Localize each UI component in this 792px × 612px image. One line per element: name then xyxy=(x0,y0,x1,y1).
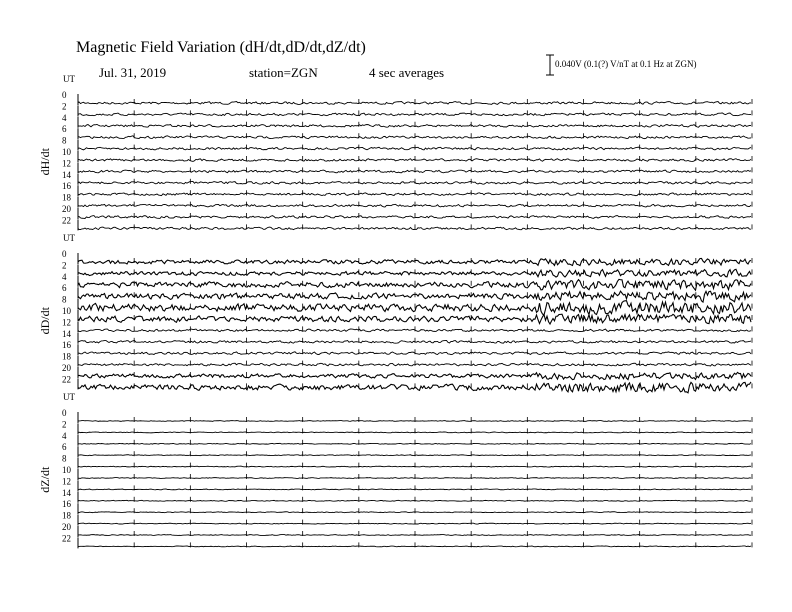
row-label: 16 xyxy=(62,499,71,510)
trace-line xyxy=(78,372,751,379)
row-label: 10 xyxy=(62,306,71,316)
row-label: 4 xyxy=(62,112,67,123)
row-label: 2 xyxy=(62,419,67,430)
row-label: 22 xyxy=(62,533,71,544)
ut-label: UT xyxy=(63,233,75,243)
trace-line xyxy=(78,113,751,116)
trace-line xyxy=(78,535,751,536)
trace-line xyxy=(78,363,751,366)
ut-label: UT xyxy=(63,392,75,402)
trace-line xyxy=(78,258,751,265)
trace-line xyxy=(78,546,751,547)
row-label: 8 xyxy=(62,135,67,146)
row-label: 6 xyxy=(62,442,67,453)
row-label: 0 xyxy=(62,249,67,259)
trace-line xyxy=(78,512,751,513)
row-label: 2 xyxy=(62,260,67,271)
trace-line xyxy=(78,102,751,105)
ut-label: UT xyxy=(63,74,75,84)
row-label: 14 xyxy=(62,328,71,339)
row-label: 14 xyxy=(62,487,71,498)
trace-line xyxy=(78,136,751,139)
row-label: 4 xyxy=(62,430,67,441)
trace-line xyxy=(78,204,751,207)
row-label: 18 xyxy=(62,510,71,521)
trace-line xyxy=(78,227,751,230)
station-label: station=ZGN xyxy=(249,65,318,80)
row-label: 8 xyxy=(62,453,67,464)
trace-line xyxy=(78,291,751,302)
trace-line xyxy=(78,340,751,343)
panel-ylabel: dH/dt xyxy=(38,148,52,176)
trace-line xyxy=(78,443,751,444)
trace-line xyxy=(78,159,751,162)
panel-ylabel: dD/dt xyxy=(38,307,52,335)
chart-title: Magnetic Field Variation (dH/dt,dD/dt,dZ/dt) xyxy=(76,39,366,56)
trace-line xyxy=(78,147,751,150)
row-label: 14 xyxy=(62,169,71,180)
trace-line xyxy=(78,352,751,355)
row-label: 10 xyxy=(62,465,71,475)
trace-line xyxy=(78,193,751,196)
trace-line xyxy=(78,216,751,219)
row-label: 2 xyxy=(62,101,67,112)
trace-line xyxy=(78,170,751,173)
trace-line xyxy=(78,489,751,490)
row-label: 10 xyxy=(62,147,71,157)
trace-line xyxy=(78,181,751,184)
trace-line xyxy=(78,466,751,467)
trace-line xyxy=(78,301,751,315)
trace-line xyxy=(78,478,751,479)
trace-line xyxy=(78,269,751,277)
trace-line xyxy=(78,329,751,332)
trace-line xyxy=(78,432,751,433)
row-label: 20 xyxy=(62,363,71,373)
row-label: 0 xyxy=(62,408,67,418)
scale-note: 0.040V (0.1(?) V/nT at 0.1 Hz at ZGN) xyxy=(555,59,697,69)
row-label: 18 xyxy=(62,351,71,362)
row-label: 12 xyxy=(62,317,71,328)
trace-line xyxy=(78,279,751,290)
trace-line xyxy=(78,500,751,501)
row-label: 8 xyxy=(62,294,67,305)
row-label: 12 xyxy=(62,158,71,169)
row-label: 12 xyxy=(62,476,71,487)
row-label: 22 xyxy=(62,374,71,385)
row-label: 20 xyxy=(62,204,71,214)
row-label: 18 xyxy=(62,192,71,203)
row-label: 6 xyxy=(62,283,67,294)
row-label: 16 xyxy=(62,340,71,351)
row-label: 20 xyxy=(62,522,71,532)
trace-line xyxy=(78,455,751,456)
trace-line xyxy=(78,314,751,324)
row-label: 16 xyxy=(62,181,71,192)
row-label: 22 xyxy=(62,215,71,226)
trace-line xyxy=(78,124,751,127)
row-label: 6 xyxy=(62,124,67,135)
panel-ylabel: dZ/dt xyxy=(38,466,52,493)
date-label: Jul. 31, 2019 xyxy=(99,65,167,80)
trace-line xyxy=(78,382,751,393)
trace-line xyxy=(78,523,751,524)
trace-line xyxy=(78,421,751,422)
row-label: 0 xyxy=(62,90,67,100)
averaging-label: 4 sec averages xyxy=(369,65,445,80)
row-label: 4 xyxy=(62,271,67,282)
